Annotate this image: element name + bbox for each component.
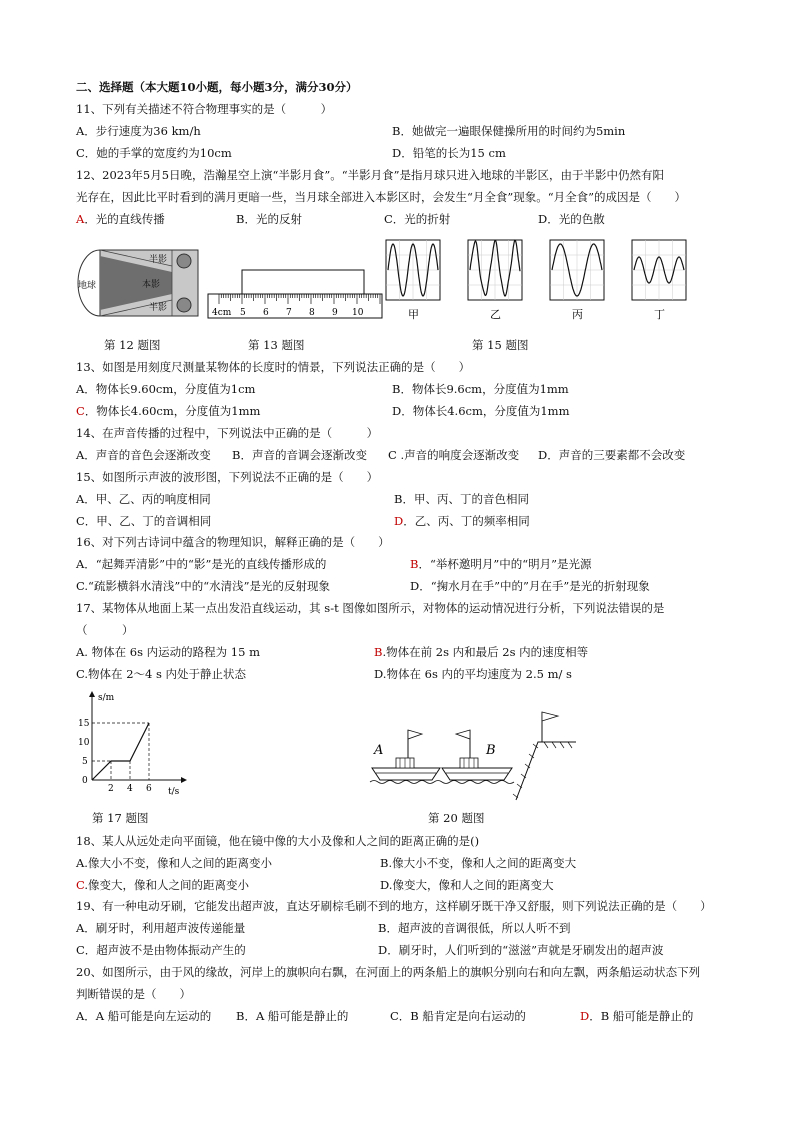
fig15-label-ding: 丁 xyxy=(654,308,665,321)
fig13-tick-label-5: 5 xyxy=(240,308,246,318)
q12-stem-line2: 光存在，因此比平时看到的满月更暗一些，当月球全部进入本影区时，会发生“月全食”现象。“月全食”的成因是（ ） xyxy=(76,190,687,204)
fig17-ytick-0: 0 xyxy=(82,776,88,786)
fig17-st-graph xyxy=(76,690,188,800)
fig13-tick-label-8: 8 xyxy=(309,308,315,318)
q11-option-c: C．她的手掌的宽度约为10cm xyxy=(76,146,232,160)
q20-option-d xyxy=(580,1009,693,1023)
q12-option-a-letter: A xyxy=(76,212,85,226)
q13-option-b: B．物体长9.6cm，分度值为1mm xyxy=(392,382,569,396)
q15-option-d xyxy=(394,514,530,528)
q14-stem: 14、在声音传播的过程中，下列说法中正确的是（ ） xyxy=(76,426,379,440)
fig12-penumbra-top-label: 半影 xyxy=(149,255,168,265)
q20-stem-line2: 判断错误的是（ ） xyxy=(76,987,191,1001)
q14-option-d: D．声音的三要素都不会改变 xyxy=(538,448,686,462)
q19-option-d: D．刷牙时，人们听到的“滋滋”声就是牙刷发出的超声波 xyxy=(378,943,664,957)
q15-option-d-letter: D xyxy=(394,514,404,528)
q15-option-a: A．甲、乙、丙的响度相同 xyxy=(76,492,211,506)
q11-option-b: B．她做完一遍眼保健操所用的时间约为5min xyxy=(392,124,626,138)
q17-option-b-text: .物体在前 2s 内和最后 2s 内的速度相等 xyxy=(382,645,589,659)
q12-option-a xyxy=(76,212,165,226)
q16-option-c: C.“疏影横斜水清浅”中的“水清浅”是光的反射现象 xyxy=(76,579,331,593)
q16-option-b-letter: B xyxy=(410,557,419,571)
q19-option-a: A．刷牙时，利用超声波传递能量 xyxy=(76,921,246,935)
fig13-tick-label-10: 10 xyxy=(352,308,364,318)
q18-option-d: D.像变大，像和人之间的距离变大 xyxy=(380,878,554,892)
q16-option-d: D．“掬水月在手”中的”月在手”是光的折射现象 xyxy=(410,579,650,593)
q14-option-c: C .声音的响度会逐渐改变 xyxy=(388,448,520,462)
fig15-label-yi: 乙 xyxy=(490,308,501,321)
q17-option-c: C.物体在 2～4 s 内处于静止状态 xyxy=(76,667,247,681)
q16-option-a: A．“起舞弄清影”中的“影”是光的直线传播形成的 xyxy=(76,557,327,571)
fig17-ylabel: s/m xyxy=(98,693,115,703)
q18-option-a: A.像大小不变，像和人之间的距离变小 xyxy=(76,856,272,870)
q19-stem: 19、有一种电动牙刷，它能发出超声波，直达牙刷棕毛刷不到的地方，这样刷牙既干净又舒服，则下列说法正确的是（ ） xyxy=(76,899,712,913)
fig12-caption: 第 12 题图 xyxy=(104,338,161,352)
fig17-caption: 第 17 题图 xyxy=(92,811,149,825)
fig17-ytick-10: 10 xyxy=(78,738,90,748)
fig20-boat-b-label: B xyxy=(486,743,496,758)
section-title: 二、选择题（本大题10小题，每小题3分，满分30分） xyxy=(76,80,358,94)
q11-stem: 11、下列有关描述不符合物理事实的是（ ） xyxy=(76,102,333,116)
fig17-ytick-5: 5 xyxy=(82,757,88,767)
fig20-caption: 第 20 题图 xyxy=(428,811,485,825)
q18-option-c xyxy=(76,878,249,892)
fig17-line xyxy=(92,723,149,780)
fig15-caption: 第 15 题图 xyxy=(472,338,529,352)
fig15-wave-jia xyxy=(386,240,440,300)
fig15-label-bing: 丙 xyxy=(572,308,583,321)
q18-stem: 18、某人从远处走向平面镜，他在镜中像的大小及像和人之间的距离正确的是() xyxy=(76,834,480,848)
fig15-wave-bing xyxy=(550,240,604,300)
fig15-wave-yi xyxy=(468,240,522,300)
q15-option-d-text: ．乙、丙、丁的频率相同 xyxy=(403,514,530,528)
fig13-caption: 第 13 题图 xyxy=(248,338,305,352)
q12-option-b: B．光的反射 xyxy=(236,212,302,226)
q17-option-d: D.物体在 6s 内的平均速度为 2.5 m/ s xyxy=(374,667,572,681)
fig17-xtick-4: 4 xyxy=(127,784,133,794)
q14-option-a: A．声音的音色会逐渐改变 xyxy=(76,448,211,462)
fig12-umbra-label: 本影 xyxy=(142,280,161,290)
fig13-tick-label-6: 6 xyxy=(263,308,269,318)
q18-option-c-letter: C xyxy=(76,878,85,892)
fig12-penumbra-bottom-label: 半影 xyxy=(149,303,168,313)
q20-option-a: A．A 船可能是向左运动的 xyxy=(76,1009,212,1023)
fig13-tick-label-4cm: 4cm xyxy=(212,308,232,318)
q17-stem-line1: 17、某物体从地面上某一点出发沿直线运动，其 s-t 图像如图所示，对物体的运动情况进行分析，下列说法错误的是 xyxy=(76,601,665,615)
q13-option-c xyxy=(76,404,260,418)
q20-option-c: C．B 船肯定是向右运动的 xyxy=(390,1009,526,1023)
q12-stem-line1: 12、2023年5月5日晚，浩瀚星空上演“半影月食”。“半影月食”是指月球只进入地球的半影区，由于半影中仍然有阳 xyxy=(76,168,665,182)
q19-option-c: C．超声波不是由物体振动产生的 xyxy=(76,943,246,957)
fig20-boats-diagram xyxy=(366,708,582,802)
q20-option-d-letter: D xyxy=(580,1009,590,1023)
q16-option-b-text: ．“举杯邀明月”中的“明月”是光源 xyxy=(418,557,592,571)
fig15-waveforms xyxy=(384,238,688,324)
q16-stem: 16、对下列古诗词中蕴含的物理知识，解释正确的是（ ） xyxy=(76,535,390,549)
q11-option-a: A．步行速度为36 km/h xyxy=(76,124,201,138)
q13-option-c-text: ．物体长4.60cm，分度值为1mm xyxy=(84,404,261,418)
fig17-xtick-6: 6 xyxy=(146,784,152,794)
q15-option-b: B．甲、丙、丁的音色相同 xyxy=(394,492,529,506)
fig20-boat-b xyxy=(442,730,512,780)
fig13-tick-label-9: 9 xyxy=(332,308,338,318)
q18-option-b: B.像大小不变，像和人之间的距离变大 xyxy=(380,856,577,870)
q11-option-d: D．铅笔的长为15 cm xyxy=(392,146,506,160)
q15-stem: 15、如图所示声波的波形图，下列说法不正确的是（ ） xyxy=(76,470,379,484)
q20-option-d-text: ．B 船可能是静止的 xyxy=(589,1009,694,1023)
fig20-riverbank xyxy=(513,712,576,800)
q13-option-c-letter: C xyxy=(76,404,85,418)
fig12-earth-label: 地球 xyxy=(78,281,97,291)
q20-option-b: B．A 船可能是静止的 xyxy=(236,1009,349,1023)
fig15-wave-ding xyxy=(632,240,686,300)
q17-option-a: A. 物体在 6s 内运动的路程为 15 m xyxy=(76,645,260,659)
fig13-ruler xyxy=(206,266,386,322)
fig15-label-jia: 甲 xyxy=(408,308,419,321)
q13-stem: 13、如图是用刻度尺测量某物体的长度时的情景，下列说法正确的是（ ） xyxy=(76,360,471,374)
q12-option-c: C．光的折射 xyxy=(384,212,451,226)
q12-option-a-text: ．光的直线传播 xyxy=(84,212,165,226)
q17-option-b xyxy=(374,645,588,659)
q12-option-d: D．光的色散 xyxy=(538,212,605,226)
q18-option-c-text: .像变大，像和人之间的距离变小 xyxy=(84,878,250,892)
fig13-tick-label-7: 7 xyxy=(286,308,292,318)
fig20-boat-a-label: A xyxy=(374,743,384,758)
q15-option-c: C．甲、乙、丁的音调相同 xyxy=(76,514,212,528)
q19-option-b: B．超声波的音调很低，所以人听不到 xyxy=(378,921,571,935)
q16-option-b xyxy=(410,557,591,571)
fig17-xlabel: t/s xyxy=(168,787,180,797)
q13-option-d: D．物体长4.6cm，分度值为1mm xyxy=(392,404,570,418)
fig12-shadow-diagram xyxy=(76,244,202,322)
fig17-xtick-2: 2 xyxy=(108,784,114,794)
q17-option-b-letter: B xyxy=(374,645,383,659)
q13-option-a: A．物体长9.60cm，分度值为1cm xyxy=(76,382,256,396)
q17-stem-line2: （ ） xyxy=(76,623,134,637)
fig17-ytick-15: 15 xyxy=(78,719,90,729)
q20-stem-line1: 20、如图所示，由于风的缘故，河岸上的旗帜向右飘，在河面上的两条船上的旗帜分别向右和向左飘，两条船运动状态下列 xyxy=(76,965,701,979)
q14-option-b: B．声音的音调会逐渐改变 xyxy=(232,448,367,462)
